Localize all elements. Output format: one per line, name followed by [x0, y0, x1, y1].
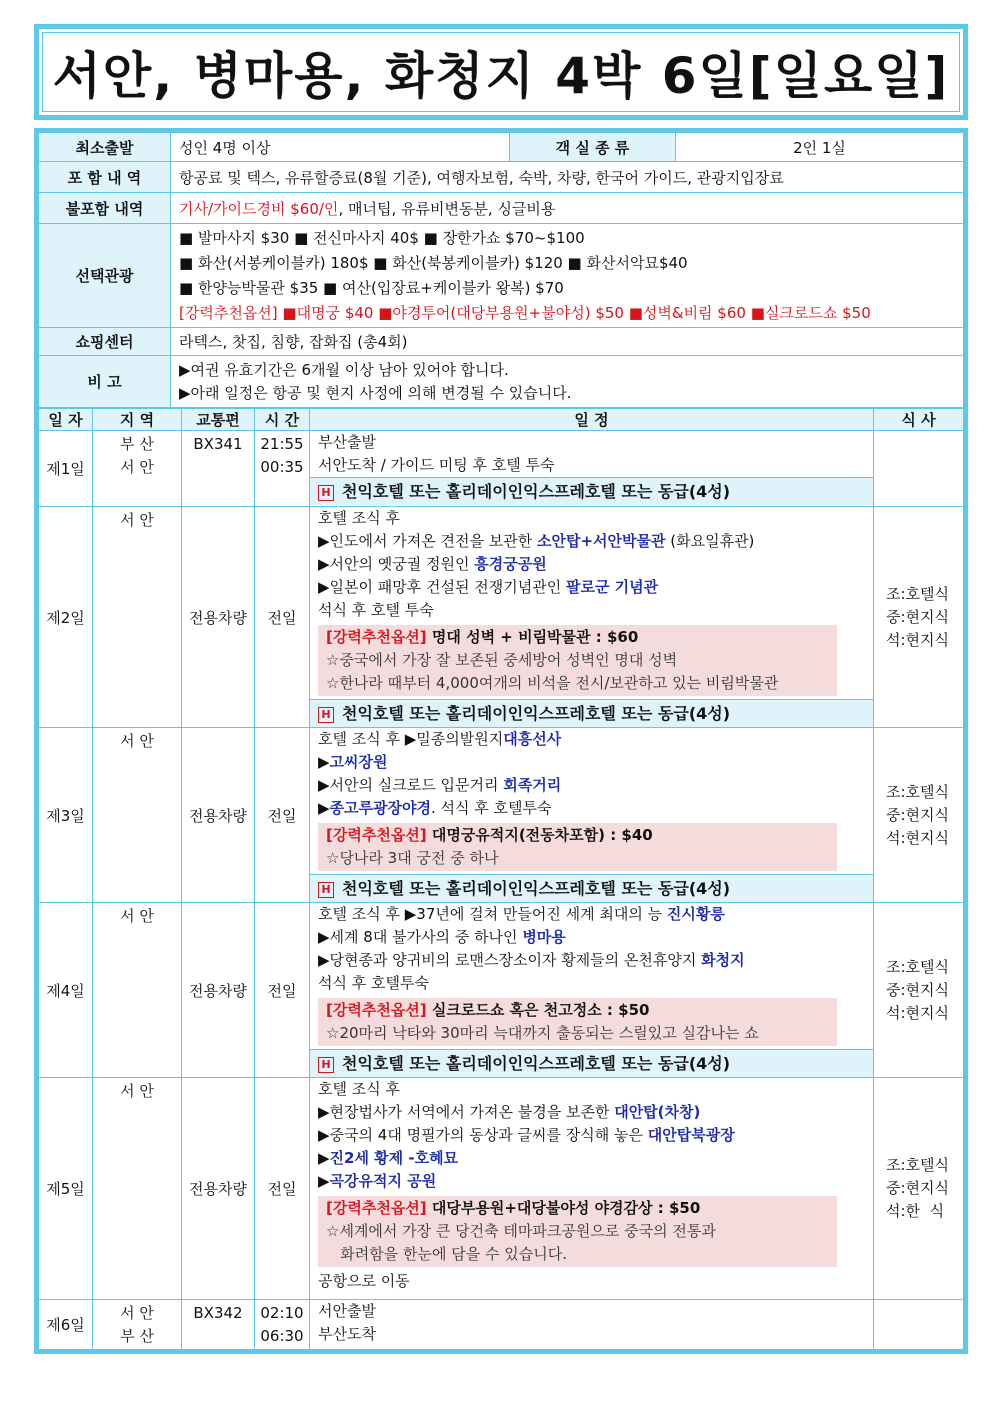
schedule-line: ▶종고루광장야경. 석식 후 호텔투숙 — [318, 799, 552, 817]
recommended-options-line: [강력추천옵션] ■대명궁 $40 ■야경투어(대당부용원+불야성) $50 ■성벽&비림 $60 ■실크로드쇼 $50 — [179, 303, 871, 322]
col-header-transport: 교통편 — [182, 409, 255, 431]
option-title: 명대 성벽 + 비림박물관 : $60 — [426, 628, 639, 646]
hotel-icon: H — [318, 485, 334, 501]
option-desc: ☆중국에서 가장 잘 보존된 중세방어 성벽인 명대 성벽 — [326, 651, 678, 669]
option-tag: [강력추천옵션] — [326, 628, 427, 646]
hotel-name: 천익호텔 또는 홀리데이인익스프레호텔 또는 동급(4성) — [342, 482, 731, 501]
schedule-cell — [310, 728, 874, 903]
col-header-time: 시 간 — [255, 409, 310, 431]
optional-tour-line: ■ 한양능박물관 $35 ■ 여산(입장료+케이블카 왕복) $70 — [179, 278, 564, 297]
hotel-icon: H — [318, 882, 334, 898]
region-cell — [93, 1300, 182, 1350]
remarks-value — [171, 356, 964, 408]
option-tag: [강력추천옵션] — [326, 1199, 427, 1217]
option-title: 대당부용원+대당불야성 야경감상 : $50 — [426, 1199, 701, 1217]
col-header-region: 지 역 — [93, 409, 182, 431]
optional-tour-line: ■ 발마사지 $30 ■ 전신마사지 40$ ■ 장한가쇼 $70~$100 — [179, 228, 585, 247]
col-header-meal: 식 사 — [874, 409, 964, 431]
day-label: 제3일 — [39, 728, 93, 903]
schedule-line: 부산출발 — [318, 433, 376, 451]
attraction-name: 종고루광장야경 — [329, 799, 431, 817]
schedule-line: ▶중국의 4대 명필가의 동상과 글씨를 장식해 놓은 대안탑북광장 — [318, 1126, 735, 1144]
day-label: 제1일 — [39, 431, 93, 507]
transport-value: 전용차량 — [182, 728, 255, 903]
title-banner — [34, 24, 968, 120]
hotel-line — [310, 699, 873, 727]
transport-value: 전용차량 — [182, 1078, 255, 1300]
flight-number: BX342 — [182, 1300, 255, 1350]
excluded-label: 불포함 내역 — [39, 193, 171, 224]
remarks-label: 비 고 — [39, 356, 171, 408]
option-tag: [강력추천옵션] — [326, 1001, 427, 1019]
time-value: 02:10 — [260, 1304, 304, 1322]
col-header-date: 일 자 — [39, 409, 93, 431]
schedule-line: 석식 후 호텔 투숙 — [318, 601, 434, 619]
day-label: 제6일 — [39, 1300, 93, 1350]
flight-number: BX341 — [182, 431, 255, 507]
day-label: 제4일 — [39, 903, 93, 1078]
info-table — [38, 132, 964, 408]
min-departure-value: 성인 4명 이상 — [171, 133, 510, 162]
remark-line: ▶아래 일정은 항공 및 현지 사정에 의해 변경될 수 있습니다. — [179, 383, 572, 402]
schedule-line: 호텔 조식 후 — [318, 509, 400, 527]
shopping-label: 쇼핑센터 — [39, 328, 171, 356]
option-desc: ☆당나라 3대 궁전 중 하나 — [326, 849, 499, 867]
recommended-option-box — [318, 823, 837, 871]
day-label: 제5일 — [39, 1078, 93, 1300]
schedule-line: ▶당현종과 양귀비의 로맨스장소이자 황제들의 온천휴양지 화청지 — [318, 951, 745, 969]
city: 부 산 — [120, 435, 154, 453]
attraction-name: 진시황릉 — [666, 905, 725, 923]
meal-cell: 조:호텔식 중:현지식 석:현지식 — [874, 903, 964, 1078]
hotel-line — [310, 1049, 873, 1077]
hotel-icon: H — [318, 1057, 334, 1073]
option-desc: ☆세계에서 가장 큰 당건축 테마파크공원으로 중국의 전통과 — [326, 1222, 716, 1240]
day-row-4 — [39, 903, 964, 1078]
region-cell — [93, 1078, 182, 1300]
included-value: 항공료 및 텍스, 유류할증료(8월 기준), 여행자보험, 숙박, 차량, 한국어 가이드, 관광지입장료 — [171, 162, 964, 193]
hotel-name: 천익호텔 또는 홀리데이인익스프레호텔 또는 동급(4성) — [342, 704, 731, 723]
optional-tour-list — [171, 224, 964, 328]
schedule-line: 공항으로 이동 — [318, 1272, 410, 1290]
day-row-5 — [39, 1078, 964, 1300]
time-cell — [255, 431, 310, 507]
attraction-name: 고씨장원 — [329, 753, 388, 771]
schedule-cell — [310, 903, 874, 1078]
schedule-cell — [310, 507, 874, 728]
day-row-3 — [39, 728, 964, 903]
recommended-option-box — [318, 998, 837, 1046]
attraction-name: 곡강유적지 공원 — [329, 1172, 437, 1190]
option-desc: 화려함을 한눈에 담을 수 있습니다. — [326, 1245, 568, 1263]
time-value: 전일 — [255, 903, 310, 1078]
day-label: 제2일 — [39, 507, 93, 728]
meal-cell: 조:호텔식 중:현지식 석:현지식 — [874, 728, 964, 903]
schedule-line: 석식 후 호텔투숙 — [318, 974, 429, 992]
time-value: 전일 — [255, 728, 310, 903]
city: 서 안 — [120, 1304, 154, 1322]
day-row-6 — [39, 1300, 964, 1350]
itinerary-sheet — [34, 128, 968, 1354]
attraction-name: 흥경궁공원 — [474, 555, 547, 573]
hotel-line — [310, 874, 873, 902]
schedule-line: 서안도착 / 가이드 미팅 후 호텔 투숙 — [318, 456, 555, 474]
transport-value: 전용차량 — [182, 903, 255, 1078]
shopping-value: 라텍스, 찻집, 침향, 잡화집 (총4회) — [171, 328, 964, 356]
meal-cell: 조:호텔식 중:현지식 석:현지식 — [874, 507, 964, 728]
option-desc: ☆한나라 때부터 4,000여개의 비석을 전시/보관하고 있는 비림박물관 — [326, 674, 779, 692]
included-label: 포 함 내 역 — [39, 162, 171, 193]
room-type-value: 2인 1실 — [676, 133, 964, 162]
attraction-name: 소안탑+서안박물관 — [536, 532, 666, 550]
schedule-table — [38, 408, 964, 1350]
region-cell — [93, 431, 182, 507]
schedule-line: 호텔 조식 후 ▶밀종의발원지대흥선사 — [318, 730, 562, 748]
schedule-line: 부산도착 — [318, 1325, 376, 1343]
col-header-schedule: 일 정 — [310, 409, 874, 431]
excluded-value — [171, 193, 964, 224]
attraction-name: 대흥선사 — [503, 730, 562, 748]
optional-tour-line: ■ 화산(서봉케이블카) 180$ ■ 화산(북봉케이블카) $120 ■ 화산서악묘$40 — [179, 253, 688, 272]
region-cell — [93, 507, 182, 728]
city: 서 안 — [120, 1082, 154, 1100]
city: 서 안 — [120, 511, 154, 529]
recommended-option-box — [318, 1196, 837, 1267]
hotel-name: 천익호텔 또는 홀리데이인익스프레호텔 또는 동급(4성) — [342, 879, 731, 898]
min-departure-label: 최소출발 — [39, 133, 171, 162]
hotel-line — [310, 477, 873, 505]
schedule-cell — [310, 431, 874, 507]
hotel-name: 천익호텔 또는 홀리데이인익스프레호텔 또는 동급(4성) — [342, 1054, 731, 1073]
page-title: 서안, 병마용, 화청지 4박 6일[일요일] — [52, 47, 950, 105]
time-value: 00:35 — [260, 458, 304, 476]
schedule-line: 호텔 조식 후 ▶37년에 걸쳐 만들어진 세계 최대의 능 진시황릉 — [318, 905, 725, 923]
attraction-name: 회족거리 — [503, 776, 562, 794]
recommended-option-box — [318, 625, 837, 696]
schedule-line: ▶서안의 실크로드 입문거리 회족거리 — [318, 776, 562, 794]
city: 서 안 — [120, 732, 154, 750]
day-row-1 — [39, 431, 964, 507]
option-desc: ☆20마리 낙타와 30마리 늑대까지 출동되는 스릴있고 실감나는 쇼 — [326, 1024, 759, 1042]
city: 서 안 — [120, 907, 154, 925]
attraction-name: 병마용 — [522, 928, 566, 946]
schedule-line: ▶인도에서 가져온 견전을 보관한 소안탑+서안박물관 (화요일휴관) — [318, 532, 755, 550]
time-value: 전일 — [255, 1078, 310, 1300]
transport-value: 전용차량 — [182, 507, 255, 728]
schedule-line: ▶서안의 옛궁궐 정원인 흥경궁공원 — [318, 555, 547, 573]
attraction-name: 팔로군 기념관 — [565, 578, 659, 596]
option-title: 실크로드쇼 혹은 천고정소 : $50 — [426, 1001, 650, 1019]
schedule-line: ▶세계 8대 불가사의 중 하나인 병마용 — [318, 928, 566, 946]
attraction-name: 진2세 황제 -호혜묘 — [329, 1149, 459, 1167]
time-value: 전일 — [255, 507, 310, 728]
option-tag: [강력추천옵션] — [326, 826, 427, 844]
schedule-line: ▶일본이 패망후 건설된 전쟁기념관인 팔로군 기념관 — [318, 578, 659, 596]
schedule-line: ▶현장법사가 서역에서 가져온 불경을 보존한 대안탑(차창) — [318, 1103, 701, 1121]
meal-cell — [874, 431, 964, 507]
hotel-icon: H — [318, 707, 334, 723]
region-cell — [93, 728, 182, 903]
excluded-guide-fee: 기사/가이드경비 $60/인 — [179, 199, 339, 218]
time-value: 06:30 — [260, 1327, 304, 1345]
city: 서 안 — [120, 458, 154, 476]
region-cell — [93, 903, 182, 1078]
time-value: 21:55 — [260, 435, 304, 453]
schedule-line: 호텔 조식 후 — [318, 1080, 400, 1098]
schedule-line: 서안출발 — [318, 1302, 376, 1320]
attraction-name: 대안탑(차창) — [614, 1103, 701, 1121]
remark-line: ▶여권 유효기간은 6개월 이상 남아 있어야 합니다. — [179, 360, 509, 379]
schedule-line: ▶고씨장원 — [318, 753, 388, 771]
schedule-cell — [310, 1078, 874, 1300]
room-type-label: 객 실 종 류 — [510, 133, 676, 162]
optional-tour-label: 선택관광 — [39, 224, 171, 328]
attraction-name: 대안탑북광장 — [647, 1126, 735, 1144]
excluded-rest: , 매너팁, 유류비변동분, 싱글비용 — [338, 199, 556, 218]
day-row-2 — [39, 507, 964, 728]
meal-cell — [874, 1300, 964, 1350]
schedule-cell — [310, 1300, 874, 1350]
option-title: 대명궁유적지(전동차포함) : $40 — [426, 826, 653, 844]
city: 부 산 — [120, 1327, 154, 1345]
attraction-name: 화청지 — [701, 951, 745, 969]
time-cell — [255, 1300, 310, 1350]
meal-cell: 조:호텔식 중:현지식 석:한 식 — [874, 1078, 964, 1300]
schedule-line: ▶곡강유적지 공원 — [318, 1172, 437, 1190]
schedule-line: ▶진2세 황제 -호혜묘 — [318, 1149, 459, 1167]
